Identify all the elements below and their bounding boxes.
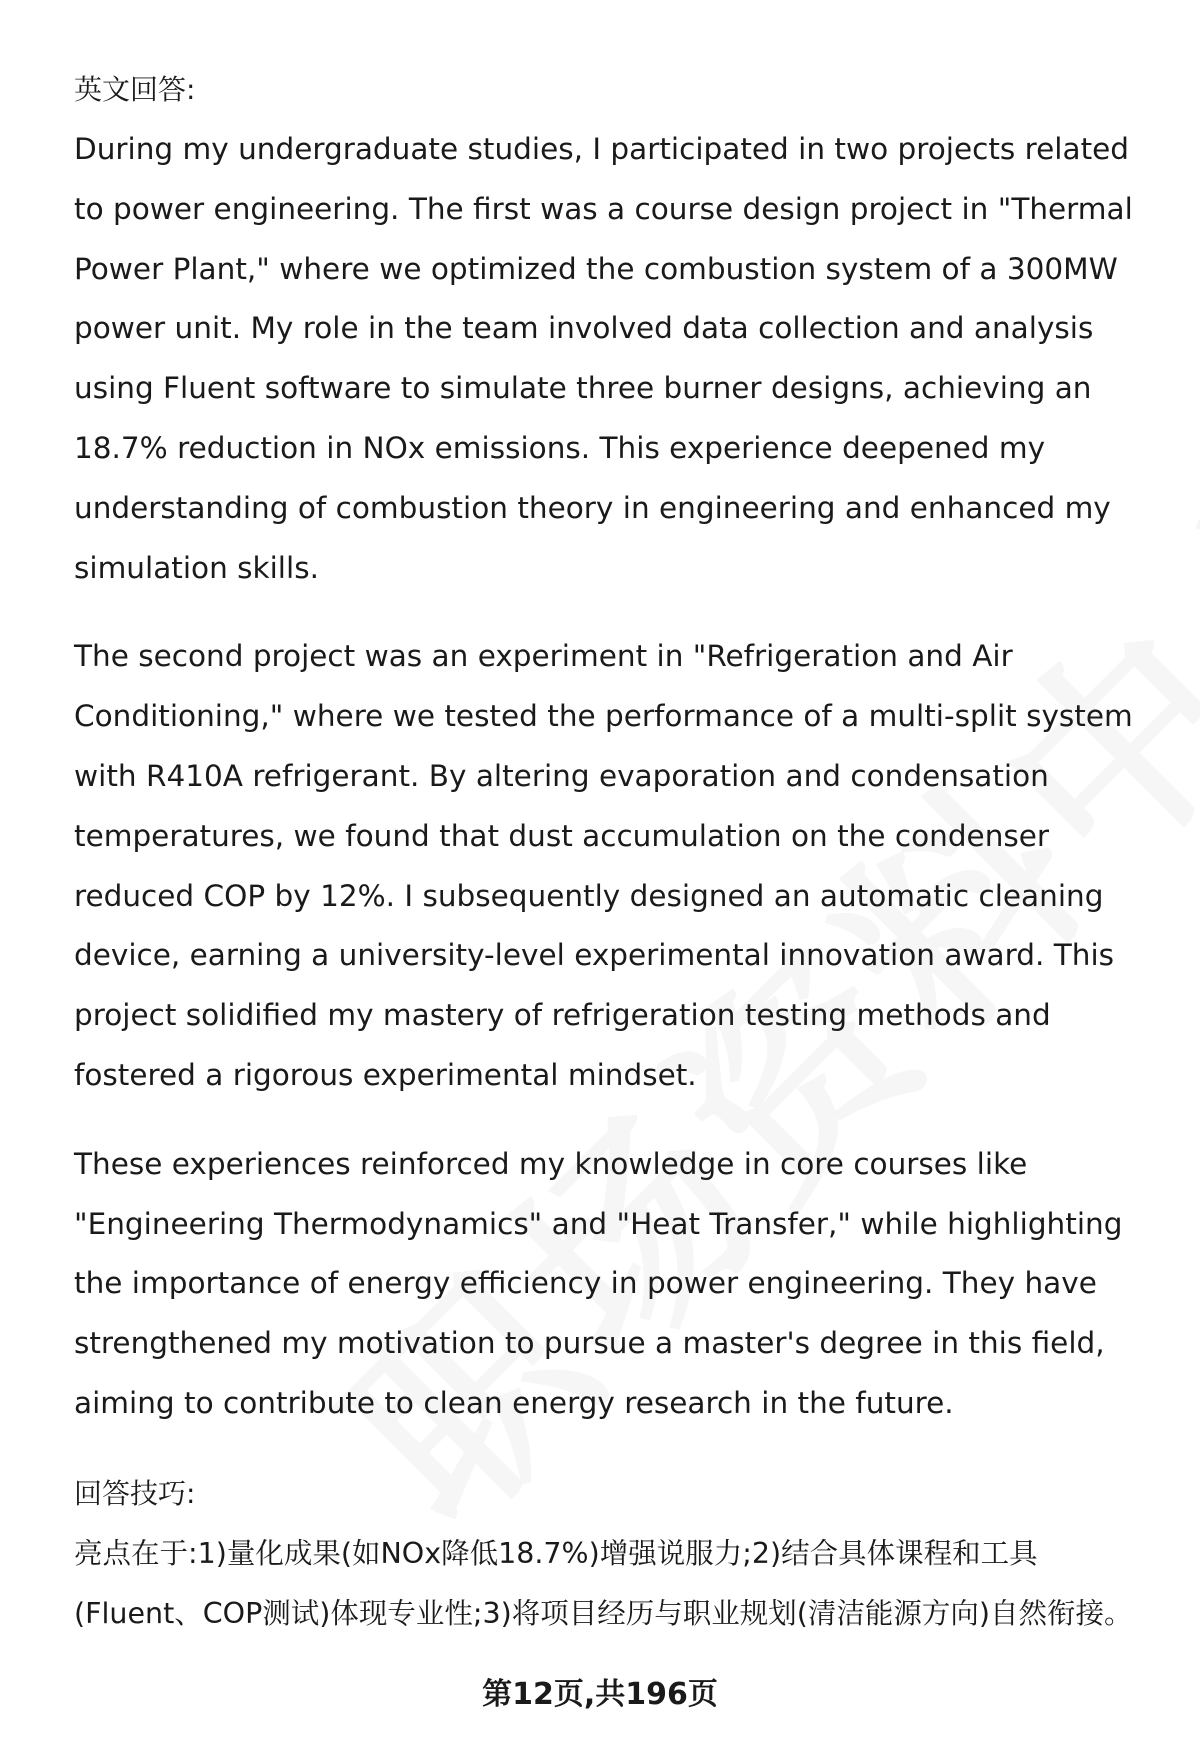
- page-number: 第12页,共196页: [482, 1677, 718, 1712]
- tips-text: 亮点在于:1)量化成果(如NOx降低18.7%)增强说服力;2)结合具体课程和工具(Fluent、COP测试)体现专业性;3)将项目经历与职业规划(清洁能源方向)自然衔接。: [74, 1536, 1133, 1630]
- english-answer-label: 英文回答:: [74, 73, 196, 106]
- paragraph-1: During my undergraduate studies, I participated in two projects related to power engineering. The first was a course design project in "Thermal Power Plant," where we optimized the combustion system of a 300MW power unit. My role in the team involved data collection and analysis using Fluent software to simulate three burner designs, achieving an 18.7% reduction in NOx emissions. This experience deepened my understanding of combustion theory in engineering and enhanced my simulation skills.: [74, 132, 1133, 585]
- page-content: [74, 60, 1164, 1644]
- paragraph-3: These experiences reinforced my knowledge in core courses like "Engineering Thermodynamics" and "Heat Transfer," while highlighting the importance of energy efficiency in power engineering. They have strengthened my motivation to pursue a master's degree in this field, aiming to contribute to clean energy research in the future.: [74, 1146, 1123, 1420]
- paragraph-2: The second project was an experiment in "Refrigeration and Air Conditioning," where we tested the performance of a multi-split system with R410A refrigerant. By altering evaporation and condensation temperatures, we found that dust accumulation on the condenser reduced COP by 12%. I subsequently designed an automatic cleaning device, earning a university-level experimental innovation award. This project solidified my mastery of refrigeration testing methods and fostered a rigorous experimental mindset.: [74, 639, 1133, 1092]
- tips-label: 回答技巧:: [74, 1476, 196, 1510]
